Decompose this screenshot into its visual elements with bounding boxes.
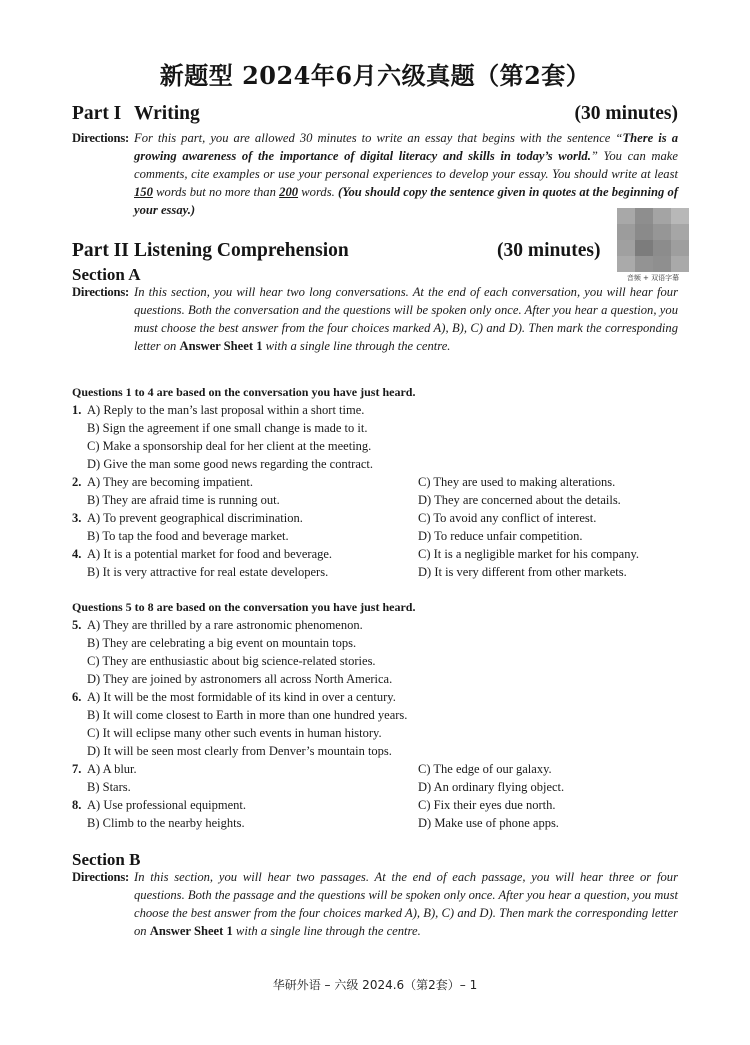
directions-text xyxy=(134,129,678,219)
directions-text-1: For this part, you are allowed 30 minutes to write an essay that begins with the sentence “ xyxy=(134,131,623,145)
question-3 xyxy=(72,509,692,527)
option-b: B) They are celebrating a big event on mountain tops. xyxy=(87,636,357,650)
option-c: C) It is a negligible market for his company. xyxy=(418,547,640,561)
question-5-option-c-row xyxy=(72,652,692,670)
copy-note: (You should copy the sentence given in quotes at the beginning of your essay.) xyxy=(134,185,679,217)
qr-cell xyxy=(671,240,689,256)
question-number: 3. xyxy=(72,511,82,525)
option-d: D) Make use of phone apps. xyxy=(418,816,559,830)
part2-label: Part II xyxy=(72,240,129,261)
max-words: 200 xyxy=(279,185,299,199)
qr-cell xyxy=(635,208,653,224)
directions-label: Directions: xyxy=(72,131,130,145)
directions-text-4: words. xyxy=(298,185,339,199)
directions-text-1: In this section, you will hear two passages. At the end of each passage, you will hear three or four questions. Both the passage and the questions will be spoken only once. After you hear a question, you must choose the best answer from the four choices marked A), B), C) and D). Then mark the corresponding letter on xyxy=(134,870,678,938)
option-b: B) It is very attractive for real estate developers. xyxy=(87,565,329,579)
directions-text-1: In this section, you will hear two long conversations. At the end of each conversation, you will hear four questions. Both the conversation and the questions will be spoken only once. After you hear a question, you must choose the best answer from the four choices marked A), B), C) and D). Then mark the corresponding letter on xyxy=(134,285,678,353)
option-a: A) Use professional equipment. xyxy=(87,798,246,812)
option-b: B) Stars. xyxy=(87,780,131,794)
section-a-directions xyxy=(72,283,678,355)
part1-label: Part I xyxy=(72,103,122,124)
question-4 xyxy=(72,545,692,563)
qr-cell xyxy=(635,256,653,272)
qr-cell xyxy=(617,224,635,240)
question-2 xyxy=(72,473,692,491)
question-number: 7. xyxy=(72,762,82,776)
question-7-row-2 xyxy=(72,778,692,796)
section-b-directions xyxy=(72,868,678,940)
page-footer: 华研外语 – 六级 2024.6（第2套）– 1 xyxy=(272,978,478,992)
qr-cell xyxy=(653,256,671,272)
question-number: 8. xyxy=(72,798,82,812)
part1-directions xyxy=(72,129,678,219)
option-d: D) Give the man some good news regarding the contract. xyxy=(87,457,374,471)
option-c: C) It will eclipse many other such events in human history. xyxy=(87,726,382,740)
directions-text-2: with a single line through the centre. xyxy=(232,924,421,938)
qr-cell xyxy=(653,224,671,240)
question-number: 2. xyxy=(72,475,82,489)
question-5-option-b-row xyxy=(72,634,692,652)
part2-heading xyxy=(72,240,349,262)
question-6-option-b-row xyxy=(72,706,692,724)
question-2-row-2 xyxy=(72,491,692,509)
directions-text xyxy=(134,283,678,355)
section-a-heading: Section A xyxy=(72,265,141,284)
part1-name: Writing xyxy=(134,103,200,124)
question-4-row-2 xyxy=(72,563,692,581)
min-words: 150 xyxy=(134,185,153,199)
part2-name: Listening Comprehension xyxy=(134,240,349,261)
qr-cell xyxy=(653,240,671,256)
option-c: C) Fix their eyes due north. xyxy=(418,798,556,812)
directions-text-2: with a single line through the centre. xyxy=(262,339,451,353)
question-6 xyxy=(72,688,692,706)
directions-text xyxy=(134,868,678,940)
option-a: A) To prevent geographical discrimination. xyxy=(87,511,303,525)
directions-label: Directions: xyxy=(72,285,130,299)
question-number: 5. xyxy=(72,618,82,632)
option-a: A) It is a potential market for food and beverage. xyxy=(87,547,333,561)
qr-code-image[interactable] xyxy=(617,208,689,272)
answer-sheet-ref: Answer Sheet 1 xyxy=(149,924,233,938)
question-number: 4. xyxy=(72,547,82,561)
qr-cell xyxy=(635,240,653,256)
question-5-option-d-row xyxy=(72,670,692,688)
option-d: D) They are joined by astronomers all across North America. xyxy=(87,672,393,686)
answer-sheet-ref: Answer Sheet 1 xyxy=(179,339,263,353)
option-d: D) To reduce unfair competition. xyxy=(418,529,583,543)
option-c: C) Make a sponsorship deal for her client at the meeting. xyxy=(87,439,372,453)
option-a: A) Reply to the man’s last proposal within a short time. xyxy=(87,403,365,417)
option-b: B) To tap the food and beverage market. xyxy=(87,529,289,543)
option-c: C) The edge of our galaxy. xyxy=(418,762,552,776)
part1-time: (30 minutes) xyxy=(574,103,678,124)
option-a: A) They are becoming impatient. xyxy=(87,475,254,489)
question-1-option-b-row xyxy=(72,419,692,437)
option-c: C) They are enthusiastic about big science-related stories. xyxy=(87,654,376,668)
questions-5-8-intro: Questions 5 to 8 are based on the conversation you have just heard. xyxy=(72,600,416,614)
questions-1-4-intro: Questions 1 to 4 are based on the conversation you have just heard. xyxy=(72,385,416,399)
qr-cell xyxy=(671,256,689,272)
part1-heading xyxy=(72,103,200,125)
qr-cell xyxy=(653,208,671,224)
option-d: D) It will be seen most clearly from Denver’s mountain tops. xyxy=(87,744,392,758)
option-d: D) They are concerned about the details. xyxy=(418,493,621,507)
option-b: B) Climb to the nearby heights. xyxy=(87,816,245,830)
question-3-row-2 xyxy=(72,527,692,545)
option-b: B) It will come closest to Earth in more than one hundred years. xyxy=(87,708,408,722)
question-number: 6. xyxy=(72,690,82,704)
option-a: A) They are thrilled by a rare astronomic phenomenon. xyxy=(87,618,363,632)
qr-cell xyxy=(617,208,635,224)
directions-text-3: words but no more than xyxy=(152,185,280,199)
directions-label: Directions: xyxy=(72,870,130,884)
question-number: 1. xyxy=(72,403,82,417)
section-b-heading: Section B xyxy=(72,850,141,869)
option-b: B) Sign the agreement if one small change is made to it. xyxy=(87,421,368,435)
question-8 xyxy=(72,796,692,814)
option-c: C) To avoid any conflict of interest. xyxy=(418,511,597,525)
question-8-row-2 xyxy=(72,814,692,832)
question-1-option-d-row xyxy=(72,455,692,473)
option-b: B) They are afraid time is running out. xyxy=(87,493,280,507)
question-5 xyxy=(72,616,692,634)
directions-text-2: ” You can make comments, cite examples or use your personal experiences to develop your essay. You should write at least xyxy=(134,149,678,181)
option-a: A) A blur. xyxy=(87,762,137,776)
qr-cell xyxy=(617,240,635,256)
question-1-option-c-row xyxy=(72,437,692,455)
question-1 xyxy=(72,401,692,419)
qr-caption: 音频 + 双语字幕 xyxy=(626,274,680,282)
option-d: D) An ordinary flying object. xyxy=(418,780,565,794)
qr-cell xyxy=(671,208,689,224)
question-6-option-d-row xyxy=(72,742,692,760)
qr-cell xyxy=(671,224,689,240)
question-7 xyxy=(72,760,692,778)
page-title: 新题型 2024年6月六级真题（第2套） xyxy=(159,61,591,90)
qr-cell xyxy=(635,224,653,240)
essay-prompt-quote: There is a growing awareness of the importance of digital literacy and skills in today’s world. xyxy=(134,131,678,163)
part2-time: (30 minutes) xyxy=(497,240,601,261)
option-a: A) It will be the most formidable of its kind in over a century. xyxy=(87,690,396,704)
option-c: C) They are used to making alterations. xyxy=(418,475,616,489)
qr-cell xyxy=(617,256,635,272)
option-d: D) It is very different from other markets. xyxy=(418,565,627,579)
question-6-option-c-row xyxy=(72,724,692,742)
